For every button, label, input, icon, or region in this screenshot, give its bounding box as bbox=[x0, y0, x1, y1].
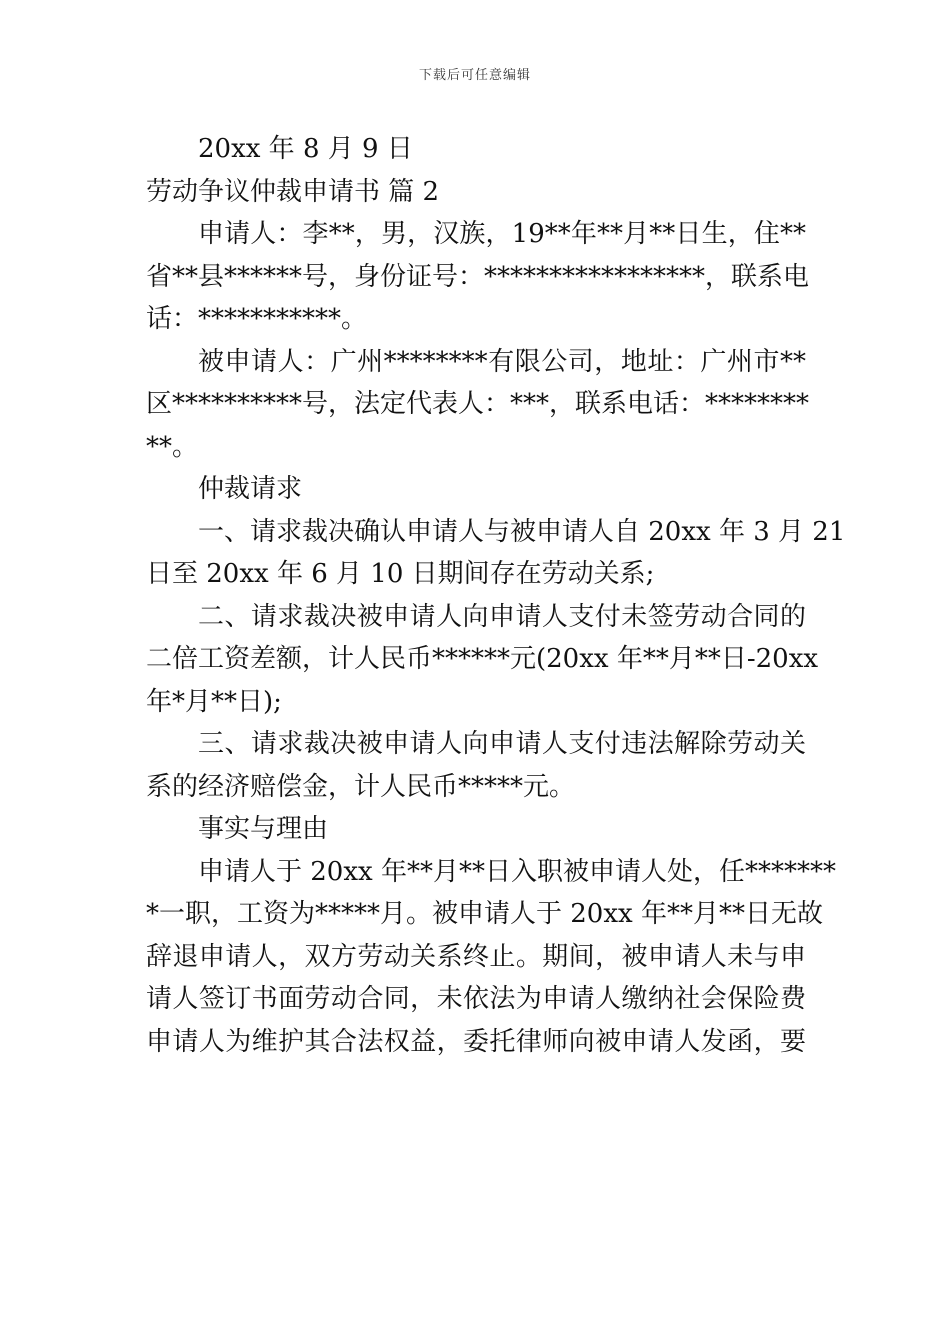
text-line: *一职，工资为*****月。被申请人于 20xx 年**月**日无故 bbox=[146, 899, 823, 929]
text-line: **。 bbox=[146, 431, 199, 462]
text-line: 申请人于 20xx 年**月**日入职被申请人处，任******* bbox=[198, 856, 836, 887]
page-header: 下载后可任意编辑 bbox=[418, 68, 531, 83]
text-line: 被申请人：广州********有限公司，地址：广州市** bbox=[198, 346, 806, 377]
text-line: 二、请求裁决被申请人向申请人支付未签劳动合同的 bbox=[198, 601, 806, 632]
text-line: 申请人为维护其合法权益，委托律师向被申请人发函，要 bbox=[146, 1026, 806, 1057]
text-line: 省**县******号，身份证号：*****************，联系电 bbox=[146, 261, 810, 292]
text-line: 三、请求裁决被申请人向申请人支付违法解除劳动关 bbox=[198, 729, 806, 759]
text-line: 事实与理由 bbox=[198, 814, 329, 844]
text-line: 一、请求裁决确认申请人与被申请人自 20xx 年 3 月 21 bbox=[198, 516, 846, 547]
text-line: 年*月**日); bbox=[146, 686, 282, 717]
text-line: 请人签订书面劳动合同，未依法为申请人缴纳社会保险费 bbox=[146, 984, 806, 1014]
text-line: 日至 20xx 年 6 月 10 日期间存在劳动关系; bbox=[146, 559, 655, 589]
text-line: 仲裁请求 bbox=[198, 474, 303, 504]
text-line: 20xx 年 8 月 9 日 bbox=[198, 134, 413, 164]
text-line: 劳动争议仲裁申请书 篇 2 bbox=[146, 176, 440, 207]
document-body bbox=[146, 128, 846, 1063]
text-line: 申请人：李**，男，汉族，19**年**月**日生，住** bbox=[198, 219, 806, 249]
text-line: 辞退申请人，双方劳动关系终止。期间，被申请人未与申 bbox=[146, 941, 806, 972]
text-line: 系的经济赔偿金，计人民币*****元。 bbox=[146, 771, 576, 802]
text-line: 话：***********。 bbox=[146, 304, 368, 334]
text-line: 二倍工资差额，计人民币******元(20xx 年**月**日-20xx bbox=[146, 644, 819, 674]
text-line: 区**********号，法定代表人：***，联系电话：******** bbox=[146, 389, 810, 419]
